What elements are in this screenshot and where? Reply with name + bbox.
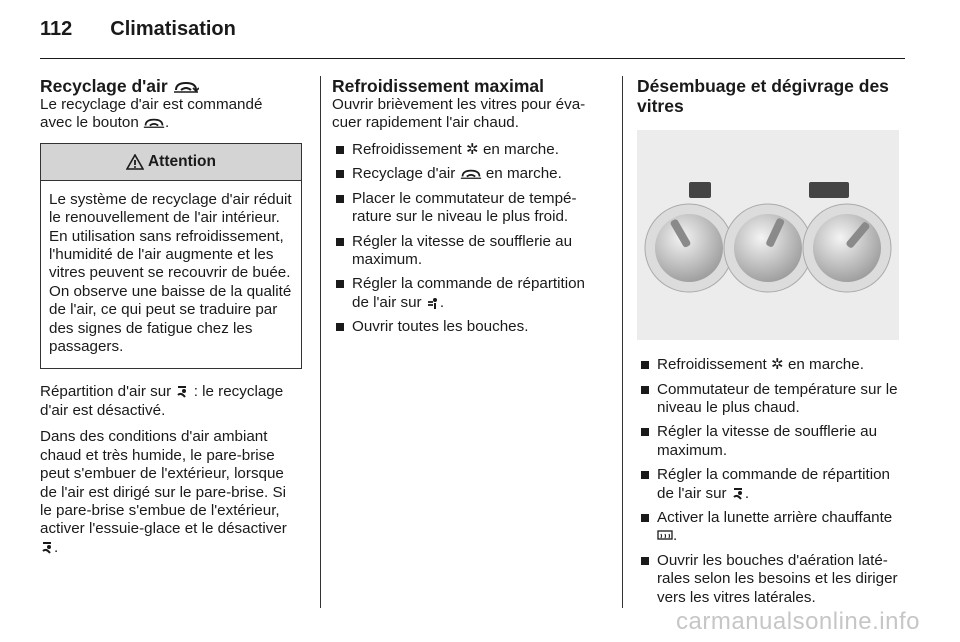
chapter-title: Climatisation xyxy=(110,18,236,40)
paragraph: Dans des conditions d'air ambiant chaud et très humide, le pare-brise peut s'embuer de l'extérieur, lorsque de l'air est dirigé sur le pare-brise. Si le pare-brise s'embue de l'extérieur, activer l'essuie-glace et le désactiver . xyxy=(40,428,287,556)
list-item: Activer la lunette arrière chauffante . xyxy=(637,509,905,546)
column-divider xyxy=(622,76,623,608)
list-item: Ouvrir les bouches d'aération latérales selon les besoins et les diriger vers les vitres latérales. xyxy=(637,552,905,607)
section-heading: Désembuage et dégivrage des vitres xyxy=(637,76,889,116)
list-item: Commutateur de température sur le niveau le plus chaud. xyxy=(637,381,905,418)
list-item: Régler la commande de répartition de l'air sur . xyxy=(637,466,905,503)
snowflake-icon: ✲ xyxy=(770,356,784,373)
column-desembuage xyxy=(637,76,905,613)
section-heading: Recyclage d'air xyxy=(40,76,302,96)
list-item: Recyclage d'air en marche. xyxy=(332,165,604,183)
air-recirculation-icon xyxy=(143,117,165,129)
warning-header xyxy=(41,144,301,181)
air-to-windscreen-icon xyxy=(40,541,54,555)
list-item: Refroidissement ✲ en marche. xyxy=(637,356,905,375)
rear-heat-button xyxy=(809,182,849,198)
watermark: carmanualsonline.info xyxy=(676,608,920,635)
paragraph: Répartition d'air sur : le recyclage d'air est désactivé. xyxy=(40,383,284,419)
air-recirculation-icon xyxy=(173,80,199,94)
intro-text: Le recyclage d'air est commandé avec le bouton . xyxy=(40,96,263,132)
snowflake-icon: ✲ xyxy=(465,140,479,158)
list-item: Régler la commande de répartition de l'air sur . xyxy=(332,275,604,312)
list-item: Régler la vitesse de soufflerie au maximum. xyxy=(637,423,905,460)
column-recyclage xyxy=(40,76,302,565)
air-recirculation-icon xyxy=(460,168,482,180)
header-rule xyxy=(40,58,905,59)
list-item: Placer le commutateur de température sur le niveau le plus froid. xyxy=(332,190,604,227)
column-divider xyxy=(320,76,321,608)
air-to-face-icon xyxy=(426,296,440,310)
warning-text: Le système de recyclage d'air réduit le renouvellement de l'air intérieur. En utilisation sans refroidissement, l'humidité de l'air augmente et les vitres peuvent se recouvrir de buée. On observe une baisse de la qualité de l'air, ce qui peut se traduire par des signes de fatigue chez les passagers. xyxy=(49,190,292,356)
air-to-windscreen-icon xyxy=(175,385,189,399)
climate-control-panel-photo xyxy=(637,130,899,340)
column-refroidissement xyxy=(332,76,604,343)
bullet-list xyxy=(637,356,905,607)
panel-illustration xyxy=(637,130,899,340)
warning-title: Attention xyxy=(147,152,216,170)
bullet-list xyxy=(332,141,604,337)
list-item: Régler la vitesse de soufflerie au maximum. xyxy=(332,233,604,270)
list-item: Ouvrir toutes les bouches. xyxy=(332,318,604,336)
air-to-windscreen-icon xyxy=(731,487,745,501)
rear-window-heating-icon xyxy=(657,529,673,543)
intro-text: Ouvrir brièvement les vitres pour évacuer rapidement l'air chaud. xyxy=(332,96,586,132)
list-item: Refroidissement ✲ en marche. xyxy=(332,141,604,160)
page-number: 112 xyxy=(40,18,73,40)
page-header xyxy=(40,18,236,41)
ac-button xyxy=(689,182,711,198)
section-heading: Refroidissement maximal xyxy=(332,76,545,96)
warning-triangle-icon xyxy=(126,154,144,170)
warning-box xyxy=(40,143,302,370)
